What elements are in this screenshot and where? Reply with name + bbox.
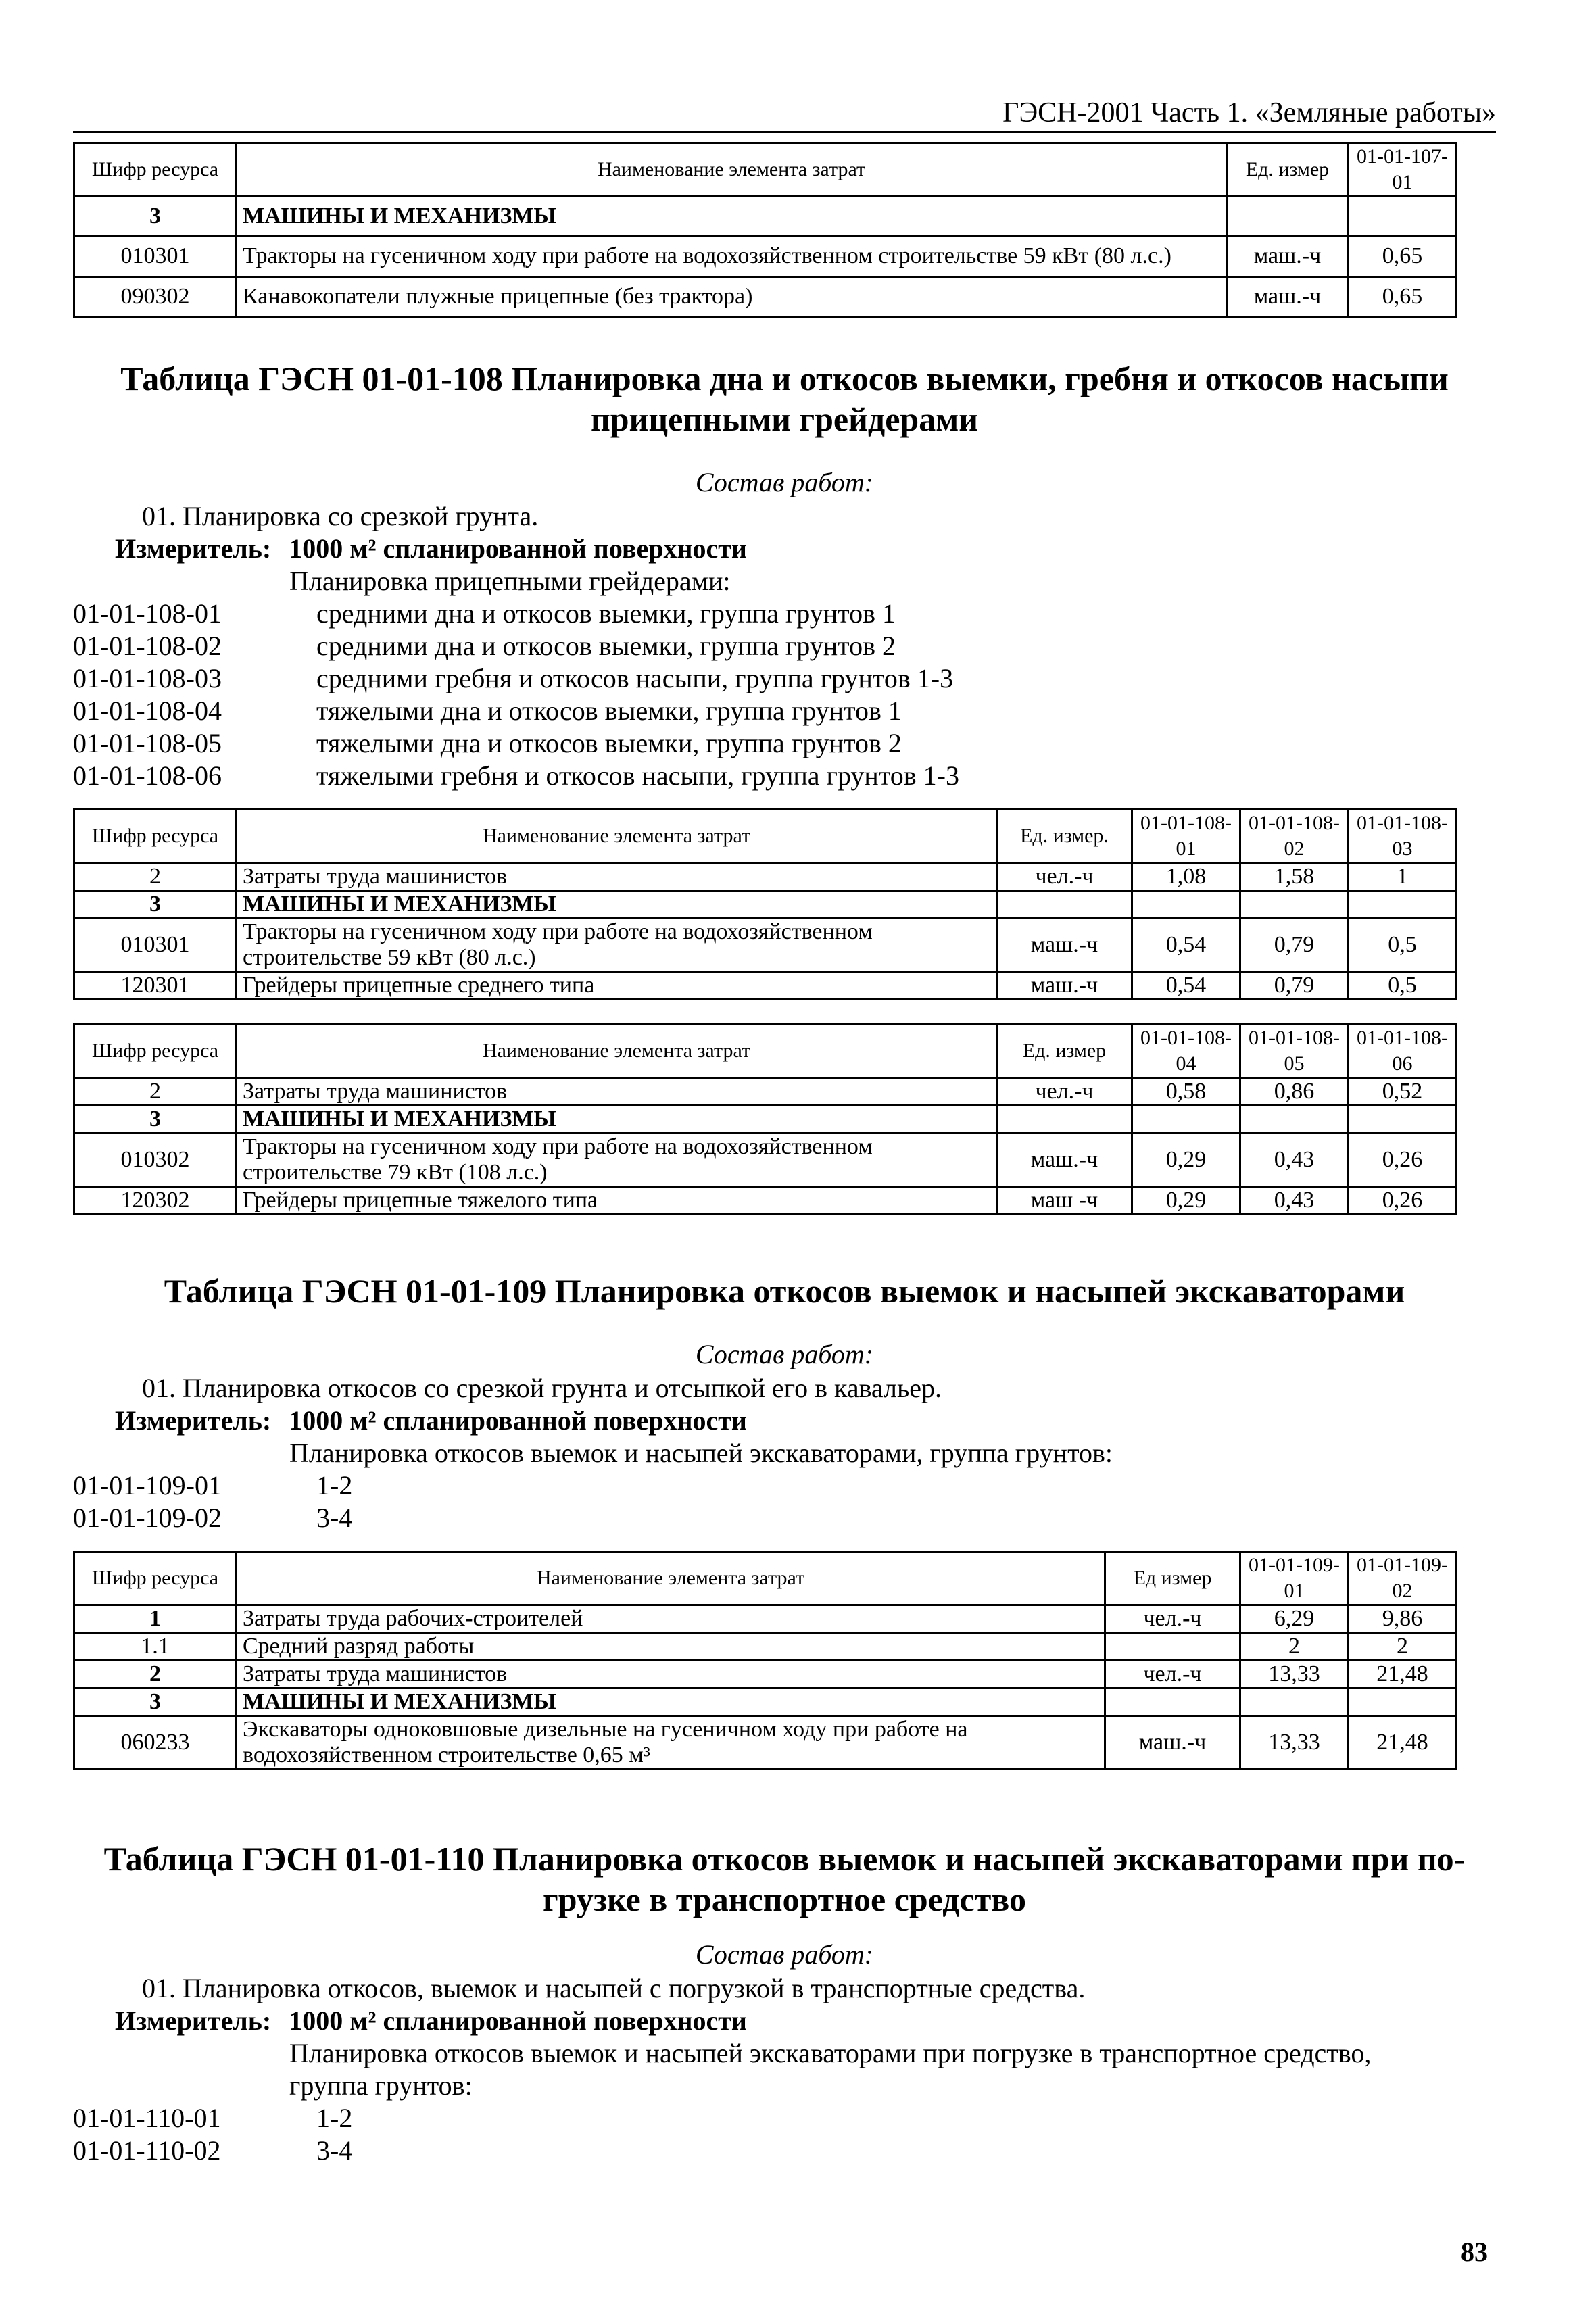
cell: МАШИНЫ И МЕХАНИЗМЫ <box>237 1688 1105 1716</box>
cell: МАШИНЫ И МЕХАНИЗМЫ <box>237 197 1227 237</box>
sostav-label: Состав работ: <box>695 1939 874 1970</box>
code-row <box>73 598 959 630</box>
code-list <box>73 1469 352 1534</box>
sostav-label: Состав работ: <box>695 1339 874 1369</box>
cell: Тракторы на гусеничном ходу при работе на водохозяйственном строительстве 59 кВт (80 л.с.) <box>237 237 1227 276</box>
header-cell: 01-01-108-04 <box>1132 1025 1240 1078</box>
code-row <box>73 2102 352 2135</box>
cell: 13,33 <box>1240 1661 1349 1688</box>
cell <box>1240 1106 1349 1134</box>
code: 01-01-108-03 <box>73 663 222 693</box>
cell: Тракторы на гусеничном ходу при работе на водохозяйственном строительстве 59 кВт (80 л.с.) <box>237 919 997 972</box>
cell: 21,48 <box>1349 1661 1457 1688</box>
header-cell: 01-01-108-06 <box>1349 1025 1457 1078</box>
code: 01-01-108-01 <box>73 598 222 629</box>
measure-value: 1000 м² спланированной поверхности <box>289 533 747 564</box>
cell: 010301 <box>74 919 237 972</box>
cell <box>997 891 1132 919</box>
cell: 0,29 <box>1132 1187 1240 1215</box>
cell: 0,54 <box>1132 919 1240 972</box>
work-description: 01. Планировка откосов со срезкой грунта и отсыпкой его в кавальер. <box>142 1373 942 1403</box>
cell: маш.-ч <box>997 972 1132 1000</box>
table-row <box>74 891 1457 919</box>
cell: 0,5 <box>1349 972 1457 1000</box>
cell: 3 <box>74 197 237 237</box>
cell: 0,65 <box>1349 276 1457 316</box>
header-cell: Наименование элемента затрат <box>237 1552 1105 1605</box>
header-cell: Наименование элемента затрат <box>237 143 1227 197</box>
code-desc: 3-4 <box>316 2135 353 2166</box>
table-107 <box>73 142 1457 318</box>
code-row <box>73 2135 352 2167</box>
table-108-b <box>73 1023 1457 1215</box>
measure-value: 1000 м² спланированной поверхности <box>289 1405 747 1436</box>
measure <box>115 2005 747 2037</box>
code-desc: тяжелыми дна и откосов выемки, группа грунтов 2 <box>316 728 902 758</box>
cell: 0,43 <box>1240 1187 1349 1215</box>
table-row <box>74 972 1457 1000</box>
cell <box>1349 1106 1457 1134</box>
measure-value: 1000 м² спланированной поверхности <box>289 2005 747 2036</box>
title-line: Таблица ГЭСН 01-01-110 Планировка откосов выемок и насыпей экскаваторами при по- <box>103 1840 1466 1878</box>
cell: 1.1 <box>74 1633 237 1661</box>
cell: 21,48 <box>1349 1716 1457 1770</box>
measure <box>115 533 747 565</box>
code-row <box>73 695 959 727</box>
measure <box>115 1405 747 1437</box>
table-row <box>74 237 1457 276</box>
page-number: 83 <box>1461 2237 1488 2267</box>
table-row <box>74 919 1457 972</box>
code-row <box>73 727 959 760</box>
code: 01-01-108-06 <box>73 760 222 791</box>
measure-label: Измеритель: <box>115 2005 272 2036</box>
code: 01-01-108-02 <box>73 631 222 661</box>
cell: Грейдеры прицепные тяжелого типа <box>237 1187 997 1215</box>
cell: чел.-ч <box>997 863 1132 891</box>
cell: маш.-ч <box>997 1134 1132 1187</box>
code-desc: 1-2 <box>316 2103 353 2133</box>
header-cell: Шифр ресурса <box>74 1025 237 1078</box>
header-cell: 01-01-108-02 <box>1240 810 1349 863</box>
code-row <box>73 760 959 792</box>
table-row <box>74 1605 1457 1633</box>
code-list <box>73 598 959 792</box>
cell: чел.-ч <box>1105 1605 1240 1633</box>
code: 01-01-108-04 <box>73 696 222 726</box>
table-108-a <box>73 808 1457 1000</box>
code-desc: средними гребня и откосов насыпи, группа грунтов 1-3 <box>316 663 954 693</box>
code-desc: 1-2 <box>316 1470 353 1501</box>
cell: Грейдеры прицепные среднего типа <box>237 972 997 1000</box>
intro: Планировка откосов выемок и насыпей экскаваторами, группа грунтов: <box>289 1438 1113 1468</box>
code: 01-01-109-02 <box>73 1503 222 1533</box>
table-row <box>74 1716 1457 1770</box>
cell: чел.-ч <box>1105 1661 1240 1688</box>
measure-label: Измеритель: <box>115 1405 272 1436</box>
cell <box>1349 891 1457 919</box>
table-row <box>74 1688 1457 1716</box>
cell: 2 <box>74 1661 237 1688</box>
table-109 <box>73 1551 1457 1770</box>
cell: 0,65 <box>1349 237 1457 276</box>
header-cell: Ед. измер <box>997 1025 1132 1078</box>
cell: 0,79 <box>1240 919 1349 972</box>
code-desc: средними дна и откосов выемки, группа грунтов 1 <box>316 598 896 629</box>
cell: 13,33 <box>1240 1716 1349 1770</box>
table-row <box>74 1661 1457 1688</box>
work-description: 01. Планировка со срезкой грунта. <box>142 501 539 531</box>
code-desc: тяжелыми гребня и откосов насыпи, группа грунтов 1-3 <box>316 760 959 791</box>
cell <box>1132 1106 1240 1134</box>
page-header: ГЭСН-2001 Часть 1. «Земляные работы» <box>73 95 1496 133</box>
title-line: грузке в транспортное средство <box>543 1880 1026 1918</box>
cell: маш.-ч <box>1105 1716 1240 1770</box>
measure-label: Измеритель: <box>115 533 272 564</box>
cell: Средний разряд работы <box>237 1633 1105 1661</box>
cell: Затраты труда машинистов <box>237 1661 1105 1688</box>
intro-line: группа грунтов: <box>289 2070 473 2101</box>
cell: 2 <box>74 1078 237 1106</box>
cell: 0,58 <box>1132 1078 1240 1106</box>
cell: 2 <box>74 863 237 891</box>
cell: 0,54 <box>1132 972 1240 1000</box>
cell: 0,79 <box>1240 972 1349 1000</box>
cell: Затраты труда машинистов <box>237 1078 997 1106</box>
cell: 2 <box>1240 1633 1349 1661</box>
cell: чел.-ч <box>997 1078 1132 1106</box>
table-row <box>74 197 1457 237</box>
cell: 010302 <box>74 1134 237 1187</box>
cell: Затраты труда рабочих-строителей <box>237 1605 1105 1633</box>
cell <box>1240 891 1349 919</box>
intro: Планировка прицепными грейдерами: <box>289 566 731 596</box>
table-110-title <box>73 1838 1496 1920</box>
cell: маш.-ч <box>1227 276 1349 316</box>
code: 01-01-109-01 <box>73 1470 222 1501</box>
cell: 6,29 <box>1240 1605 1349 1633</box>
cell: 0,26 <box>1349 1187 1457 1215</box>
cell: 0,29 <box>1132 1134 1240 1187</box>
header-cell: Наименование элемента затрат <box>237 810 997 863</box>
cell: Экскаваторы одноковшовые дизельные на гусеничном ходу при работе на водохозяйственном строительстве 0,65 м³ <box>237 1716 1105 1770</box>
title-line: Таблица ГЭСН 01-01-108 Планировка дна и откосов выемки, гребня и откосов насыпи <box>120 360 1449 397</box>
cell: 3 <box>74 891 237 919</box>
header-cell: Ед измер <box>1105 1552 1240 1605</box>
intro <box>289 2037 1479 2102</box>
cell: 060233 <box>74 1716 237 1770</box>
header-cell: Шифр ресурса <box>74 810 237 863</box>
cell: Канавокопатели плужные прицепные (без трактора) <box>237 276 1227 316</box>
header-cell: 01-01-109-02 <box>1349 1552 1457 1605</box>
code: 01-01-110-02 <box>73 2135 221 2166</box>
cell: маш.-ч <box>997 919 1132 972</box>
header-cell: Шифр ресурса <box>74 1552 237 1605</box>
code-desc: тяжелыми дна и откосов выемки, группа грунтов 1 <box>316 696 902 726</box>
intro-line: Планировка откосов выемок и насыпей экскаваторами при погрузке в транспортное средство, <box>289 2038 1372 2068</box>
code-desc: 3-4 <box>316 1503 353 1533</box>
cell: МАШИНЫ И МЕХАНИЗМЫ <box>237 891 997 919</box>
sostav-label: Состав работ: <box>695 467 874 497</box>
cell: 3 <box>74 1688 237 1716</box>
cell: 120301 <box>74 972 237 1000</box>
cell: 0,86 <box>1240 1078 1349 1106</box>
code-row <box>73 1469 352 1502</box>
header-cell: Наименование элемента затрат <box>237 1025 997 1078</box>
header-cell: Ед. измер <box>1227 143 1349 197</box>
header-cell: 01-01-108-03 <box>1349 810 1457 863</box>
cell <box>1132 891 1240 919</box>
cell: 120302 <box>74 1187 237 1215</box>
cell <box>1349 197 1457 237</box>
code-desc: средними дна и откосов выемки, группа грунтов 2 <box>316 631 896 661</box>
table-row <box>74 1187 1457 1215</box>
cell: 010301 <box>74 237 237 276</box>
cell: МАШИНЫ И МЕХАНИЗМЫ <box>237 1106 997 1134</box>
cell <box>1227 197 1349 237</box>
work-description: 01. Планировка откосов, выемок и насыпей с погрузкой в транспортные средства. <box>142 1973 1086 2003</box>
cell: маш.-ч <box>1227 237 1349 276</box>
table-109-title: Таблица ГЭСН 01-01-109 Планировка откосов выемок и насыпей экскаваторами <box>164 1272 1405 1310</box>
cell: 1,58 <box>1240 863 1349 891</box>
header-cell: 01-01-109-01 <box>1240 1552 1349 1605</box>
table-row <box>74 863 1457 891</box>
table-row <box>74 1106 1457 1134</box>
code-list <box>73 2102 352 2167</box>
cell: 0,52 <box>1349 1078 1457 1106</box>
table-108-title <box>73 358 1496 439</box>
cell: Тракторы на гусеничном ходу при работе на водохозяйственном строительстве 79 кВт (108 л.с.) <box>237 1134 997 1187</box>
cell: 9,86 <box>1349 1605 1457 1633</box>
header-cell: 01-01-107-01 <box>1349 143 1457 197</box>
cell <box>1105 1688 1240 1716</box>
table-row <box>74 276 1457 316</box>
header-cell: Ед. измер. <box>997 810 1132 863</box>
code: 01-01-108-05 <box>73 728 222 758</box>
code-row <box>73 662 959 695</box>
title-line: прицепными грейдерами <box>590 400 979 438</box>
cell <box>1240 1688 1349 1716</box>
cell: 090302 <box>74 276 237 316</box>
code-row <box>73 630 959 662</box>
cell: 1,08 <box>1132 863 1240 891</box>
cell: маш -ч <box>997 1187 1132 1215</box>
cell: 1 <box>74 1605 237 1633</box>
cell <box>1349 1688 1457 1716</box>
header-cell: Шифр ресурса <box>74 143 237 197</box>
cell: 3 <box>74 1106 237 1134</box>
cell <box>1105 1633 1240 1661</box>
cell: 1 <box>1349 863 1457 891</box>
code: 01-01-110-01 <box>73 2103 221 2133</box>
header-cell: 01-01-108-01 <box>1132 810 1240 863</box>
code-row <box>73 1502 352 1534</box>
cell <box>997 1106 1132 1134</box>
cell: 0,43 <box>1240 1134 1349 1187</box>
table-row <box>74 1078 1457 1106</box>
table-row <box>74 1134 1457 1187</box>
cell: Затраты труда машинистов <box>237 863 997 891</box>
table-row <box>74 1633 1457 1661</box>
cell: 2 <box>1349 1633 1457 1661</box>
cell: 0,5 <box>1349 919 1457 972</box>
header-cell: 01-01-108-05 <box>1240 1025 1349 1078</box>
cell: 0,26 <box>1349 1134 1457 1187</box>
